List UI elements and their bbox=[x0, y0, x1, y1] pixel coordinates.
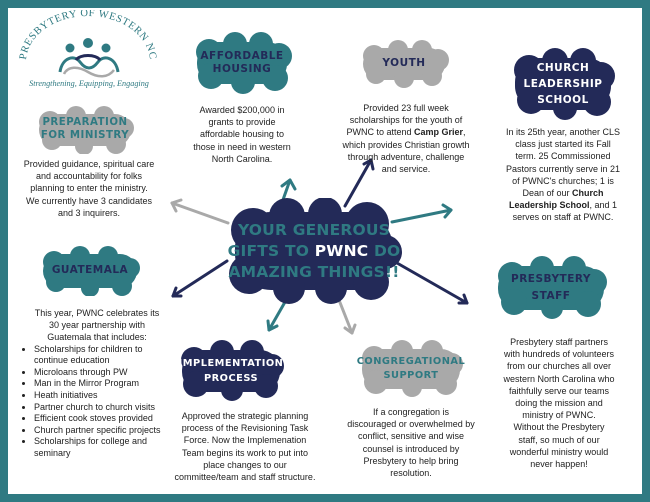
presbytery-staff-text: Presbytery staff partners with hundreds of volunteers from our churches all over western North Carolina who faithfully serve our teams doing the mission and ministry of PWNC. Without the Presbytery staff, so much of our wonderful ministry would never happen! bbox=[503, 337, 615, 470]
guatemala-title: GUATEMALA bbox=[51, 264, 129, 277]
implementation-title-1: IMPLEMENTATION bbox=[178, 358, 284, 369]
list-item: • Church partner specific projects bbox=[34, 425, 172, 437]
implementation-title-2: PROCESS bbox=[203, 373, 259, 384]
youth-text: Provided 23 full week scholarships for the youth of PWNC to attend Camp Grier, which provides Christian growth through adventure, challenge and service. bbox=[342, 103, 470, 175]
logo-tagline: Strengthening, Equipping, Engaging bbox=[29, 79, 149, 88]
implementation-text: Approved the strategic planning process of the Revisioning Task Force. Now the Implemenation Team begins its work to put into place changes to our committee/team and staff structure. bbox=[174, 411, 316, 483]
church-leadership-cloud bbox=[509, 48, 617, 120]
preparation-text: Provided guidance, spiritual care and accountability for folks planning to enter the ministry. We currently have 3 candidates and 3 inquirers. bbox=[23, 159, 155, 218]
church-leadership-text: In its 25th year, another CLS class just started its Fall term. 25 Commissioned Pastors currently serve in 21 of PWNC's churches; 1 is Dean of our Church Leadership School, and 1 serves on staff at PWNC. bbox=[505, 127, 621, 223]
staff-title-1: PRESBYTERY bbox=[511, 273, 591, 285]
arrow-to-guatemala bbox=[173, 261, 227, 296]
implementation-cloud bbox=[176, 340, 286, 402]
preparation-cloud bbox=[34, 106, 136, 154]
congregational-title-1: CONGREGATIONAL bbox=[356, 356, 466, 367]
housing-title-1: AFFORDABLE bbox=[200, 49, 284, 62]
housing-title-2: HOUSING bbox=[212, 63, 272, 75]
list-item: • Man in the Mirror Program bbox=[34, 378, 172, 390]
list-item: • Scholarships for college and seminary bbox=[34, 436, 172, 459]
arrow-to-implementation bbox=[268, 302, 285, 330]
guatemala-text: This year, PWNC celebrates its 30 year partnership with Guatemala that includes: • Scholarships for children to continue education • Microloans through PW • Man in the Mirror Program • Heath initiatives • Partner church to church visits • Efficient cook stoves provided • Church partner specific projects • Scholarships for college and seminary bbox=[22, 307, 172, 460]
congregational-title-2: SUPPORT bbox=[383, 370, 439, 381]
congregational-cloud bbox=[356, 340, 466, 398]
list-item: • Microloans through PW bbox=[34, 367, 172, 379]
logo-arc-text: PRESBYTERY OF WESTERN NC bbox=[18, 10, 159, 61]
leadership-title-1: CHURCH bbox=[536, 62, 590, 74]
youth-title: YOUTH bbox=[382, 57, 426, 70]
preparation-title-1: PREPARATION bbox=[42, 117, 128, 129]
leadership-title-3: SCHOOL bbox=[537, 94, 589, 106]
headline-line-2: GIFTS TO PWNC DO bbox=[227, 241, 401, 260]
list-item: • Efficient cook stoves provided bbox=[34, 413, 172, 425]
headline-cloud bbox=[225, 198, 403, 304]
list-item: • Heath initiatives bbox=[34, 390, 172, 402]
leadership-title-2: LEADERSHIP bbox=[523, 78, 603, 90]
arrow-to-staff bbox=[397, 263, 467, 303]
headline-line-1: YOUR GENEROUS bbox=[237, 220, 391, 239]
guatemala-cloud bbox=[38, 246, 142, 296]
preparation-title-2: FOR MINISTRY bbox=[40, 130, 130, 141]
headline-pwnc: PWNC bbox=[314, 241, 369, 260]
arrow-to-congregational bbox=[339, 300, 355, 333]
affordable-housing-cloud bbox=[191, 32, 293, 94]
staff-title-2: STAFF bbox=[531, 290, 571, 302]
arrow-to-preparation bbox=[172, 200, 228, 223]
guatemala-list bbox=[22, 344, 172, 460]
youth-cloud bbox=[358, 40, 450, 88]
headline-line-3: AMAZING THINGS!! bbox=[228, 262, 400, 281]
list-item: • Partner church to church visits bbox=[34, 402, 172, 414]
affordable-housing-text: Awarded $200,000 in grants to provide affordable housing to those in need in western North Carolina. bbox=[193, 105, 291, 164]
list-item: • Scholarships for children to continue education bbox=[34, 344, 172, 367]
presbytery-staff-cloud bbox=[492, 256, 610, 320]
congregational-text: If a congregation is discouraged or overwhelmed by conflict, sensitive and wise counsel is introduced by Presbytery to help bring resolution. bbox=[347, 407, 475, 479]
